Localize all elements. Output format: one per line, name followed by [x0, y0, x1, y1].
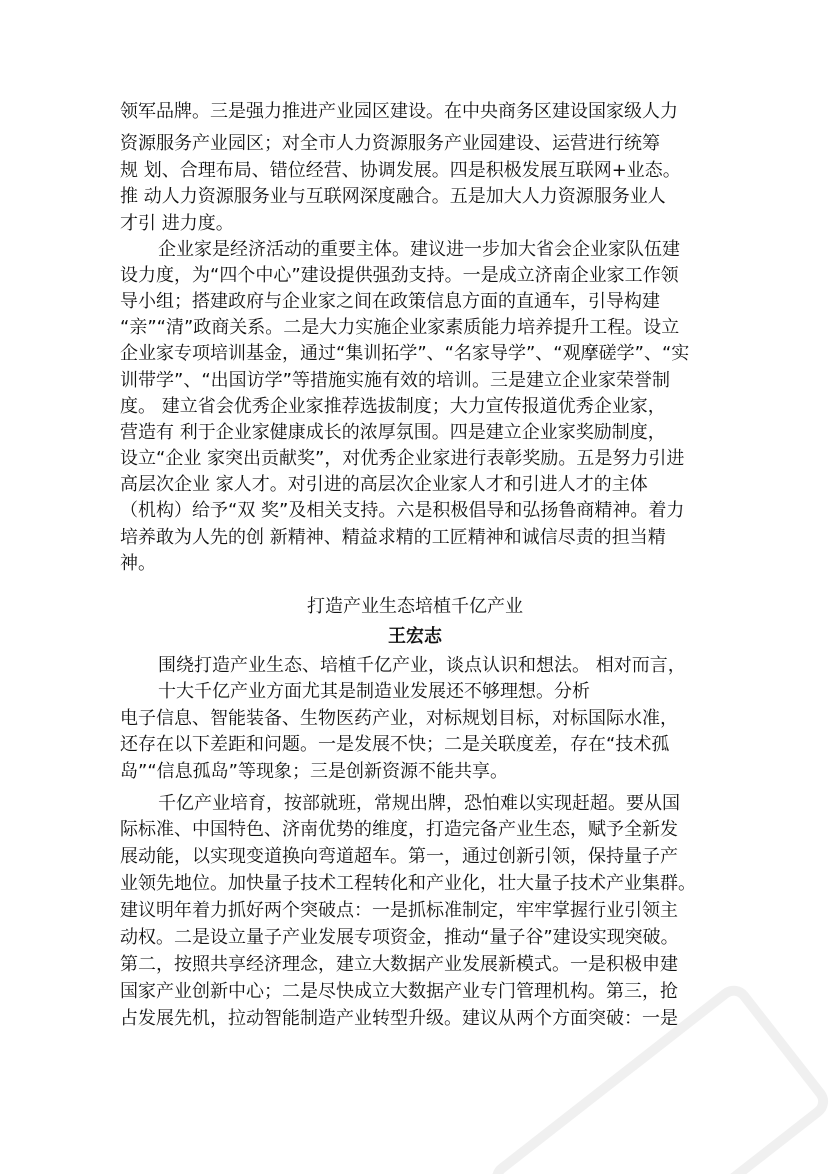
paragraph-line: 千亿产业培育，按部就班，常规出牌，恐怕难以实现赶超。要从国 — [158, 793, 680, 814]
paragraph-line: 建议明年着力抓好两个突破点：一是抓标准制定，牢牢掌握行业引领主 — [120, 900, 678, 921]
paragraph-line: 还存在以下差距和问题。一是发展不快；二是关联度差，存在“技术孤 — [120, 734, 670, 755]
paragraph-line: 训带学”、“出国访学”等措施实施有效的培训。三是建立企业家荣誉制 — [120, 370, 670, 391]
paragraph-line: 培养敢为人先的创 新精神、精益求精的工匠精神和诚信尽责的担当精 — [120, 527, 666, 548]
paragraph-line: 设力度，为“四个中心”建设提供强劲支持。一是成立济南企业家工作领 — [120, 265, 679, 286]
paragraph-line: 围绕打造产业生态、培植千亿产业，谈点认识和想法。 相对而言， — [158, 655, 686, 676]
author-name: 王宏志 — [388, 626, 442, 647]
paragraph-line: 才引 进力度。 — [120, 213, 234, 234]
paragraph-line: 导小组；搭建政府与企业家之间在政策信息方面的直通车，引导构建 — [120, 291, 660, 312]
paragraph-line: 第二，按照共享经济理念，建立大数据产业发展新模式。一是积极申建 — [120, 954, 678, 975]
paragraph-line: 十大千亿产业方面尤其是制造业发展还不够理想。分析 — [158, 681, 590, 702]
paragraph-line: 展动能，以实现变道换向弯道超车。第一，通过创新引领，保持量子产 — [120, 846, 678, 867]
paragraph-line: 设立“企业 家突出贡献奖”，对优秀企业家进行表彰奖励。五是努力引进 — [120, 448, 685, 469]
paragraph-line: 度。 建立省会优秀企业家推荐选拔制度；大力宣传报道优秀企业家， — [120, 396, 666, 417]
paragraph-line: 占发展先机，拉动智能制造产业转型升级。建议从两个方面突破：一是 — [120, 1008, 678, 1029]
paragraph-line: 国家产业创新中心；二是尽快成立大数据产业专门管理机构。第三，抢 — [120, 981, 678, 1002]
paragraph-line: 企业家专项培训基金，通过“集训拓学”、“名家导学”、“观摩磋学”、“实 — [120, 343, 690, 364]
paragraph-line: 动权。二是设立量子产业发展专项资金，推动“量子谷”建设实现突破。 — [120, 927, 679, 948]
section-title: 打造产业生态培植千亿产业 — [307, 596, 523, 617]
paragraph-line: 资源服务产业园区；对全市人力资源服务产业园建设、运营进行统筹 — [120, 133, 660, 154]
paragraph-line: （机构）给予“双 奖”及相关支持。六是积极倡导和弘扬鲁商精神。着力 — [120, 500, 685, 521]
paragraph-line: 业领先地位。加快量子技术工程转化和产业化，壮大量子技术产业集群。 — [120, 873, 696, 894]
paragraph-line: 规 划、合理布局、错位经营、协调发展。四是积极发展互联网+业态。 — [120, 160, 681, 181]
paragraph-line: 领军品牌。三是强力推进产业园区建设。在中央商务区建设国家级人力 — [120, 101, 678, 122]
paragraph-line: 高层次企业 家人才。对引进的高层次企业家人才和引进人才的主体 — [120, 474, 648, 495]
paragraph-line: 岛”“信息孤岛”等现象；三是创新资源不能共享。 — [120, 761, 508, 782]
paragraph-line: 际标准、中国特色、济南优势的维度，打造完备产业生态，赋予全新发 — [120, 819, 678, 840]
paragraph-line: 营造有 利于企业家健康成长的浓厚氛围。四是建立企业家奖励制度， — [120, 422, 666, 443]
paragraph-line: 电子信息、智能装备、生物医药产业，对标规划目标，对标国际水准， — [120, 708, 678, 729]
paragraph-line: “亲”“清”政商关系。二是大力实施企业家素质能力培养提升工程。设立 — [120, 317, 680, 338]
paragraph-line: 推 动人力资源服务业与互联网深度融合。五是加大人力资源服务业人 — [120, 186, 666, 207]
paragraph-line: 企业家是经济活动的重要主体。建议进一步加大省会企业家队伍建 — [158, 239, 680, 260]
paragraph-line: 神。 — [120, 553, 156, 574]
